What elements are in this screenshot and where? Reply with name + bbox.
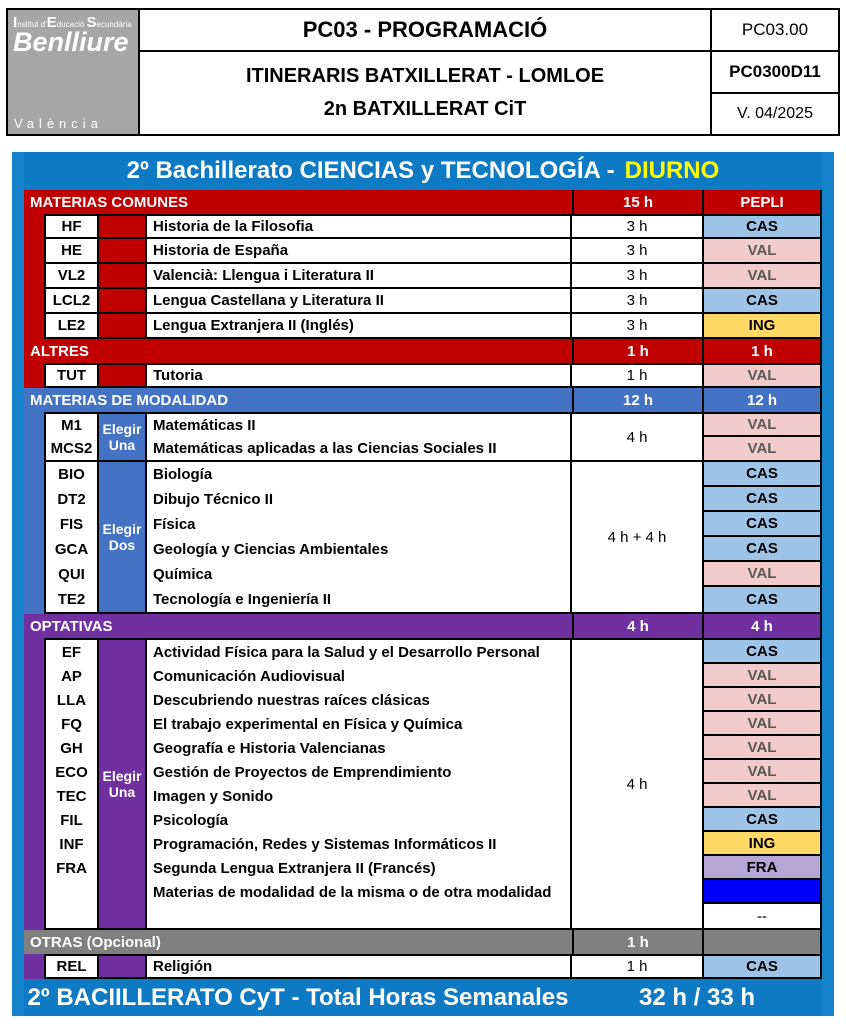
section-header-altres bbox=[24, 339, 822, 363]
choice-group-elegir-una bbox=[44, 412, 822, 462]
table-title-bar bbox=[24, 152, 822, 190]
subject-cell: Segunda Lengua Extranjera II (Francés) bbox=[153, 859, 436, 877]
pepli-cell: VAL bbox=[704, 363, 822, 388]
pepli-cell: VAL bbox=[704, 437, 820, 460]
subject-cell: Tutoria bbox=[147, 363, 572, 388]
code-cell: LE2 bbox=[44, 314, 99, 339]
code-cell: FIL bbox=[60, 811, 83, 829]
hours-cell: 4 h + 4 h bbox=[572, 462, 704, 612]
section-pepli-header: 4 h bbox=[704, 614, 822, 638]
section-pepli-header: PEPLI bbox=[704, 190, 822, 214]
subject-cell: Descubriendo nuestras raíces clásicas bbox=[153, 691, 430, 709]
elegir-word-1: Elegir bbox=[102, 421, 142, 437]
subject-cell: Actividad Física para la Salud y el Desarrollo Personal bbox=[153, 643, 540, 661]
subject-cell: Matemáticas aplicadas a las Ciencias Sociales II bbox=[153, 440, 497, 457]
subject-cell: Comunicación Audiovisual bbox=[153, 667, 345, 685]
code-cell: MCS2 bbox=[50, 440, 93, 457]
hours-cell: 4 h bbox=[572, 640, 704, 928]
pepli-cell: -- bbox=[704, 904, 820, 928]
header-row-1 bbox=[140, 8, 840, 52]
code-cell: M1 bbox=[61, 417, 82, 434]
elegir-cell bbox=[99, 239, 147, 264]
table-row bbox=[44, 289, 822, 314]
code-cell bbox=[46, 880, 97, 904]
group-pepli bbox=[704, 640, 822, 928]
table-row bbox=[44, 214, 822, 239]
group-subjects bbox=[147, 640, 572, 928]
code-cell: AP bbox=[61, 667, 82, 685]
pepli-cell: VAL bbox=[704, 664, 820, 688]
subject-cell bbox=[147, 904, 570, 928]
curriculum-table bbox=[12, 152, 834, 1016]
section-hours: 12 h bbox=[572, 388, 704, 412]
subject-cell: Materias de modalidad de la misma o de otra modalidad bbox=[153, 883, 552, 901]
document-header bbox=[6, 8, 840, 136]
elegir-word-1: Elegir bbox=[102, 768, 142, 784]
pepli-cell: VAL bbox=[704, 712, 820, 736]
subject-cell: Historia de la Filosofia bbox=[147, 214, 572, 239]
logo-letter-i: I bbox=[13, 14, 18, 31]
table-row bbox=[44, 264, 822, 289]
section-hours: 15 h bbox=[572, 190, 704, 214]
elegir-cell bbox=[99, 954, 147, 979]
code-cell: ECO bbox=[55, 763, 88, 781]
pepli-cell: CAS bbox=[704, 512, 820, 537]
code-cell: DT2 bbox=[57, 491, 86, 508]
subject-cell: Religión bbox=[147, 954, 572, 979]
header-codes bbox=[712, 52, 840, 136]
elegir-cell bbox=[99, 363, 147, 388]
table-row bbox=[44, 954, 822, 979]
section-header-comunes bbox=[24, 190, 822, 214]
table-row bbox=[44, 363, 822, 388]
section-body bbox=[44, 638, 822, 930]
section-label: ALTRES bbox=[30, 342, 89, 360]
code-cell: FQ bbox=[61, 715, 82, 733]
section-body bbox=[44, 214, 822, 339]
section-pepli-header: 1 h bbox=[704, 339, 822, 363]
choice-group-elegir-una-optativas bbox=[44, 638, 822, 930]
code-cell: BIO bbox=[58, 466, 85, 483]
subject-cell: Gestión de Proyectos de Emprendimiento bbox=[153, 763, 452, 781]
logo-school-name: Benlliure bbox=[13, 27, 129, 57]
section-optativas bbox=[24, 638, 822, 930]
hours-cell: 3 h bbox=[572, 214, 704, 239]
pepli-cell: CAS bbox=[704, 808, 820, 832]
header-main bbox=[140, 8, 840, 136]
pepli-cell: CAS bbox=[704, 487, 820, 512]
elegir-label bbox=[99, 414, 147, 460]
document-subtitle bbox=[140, 52, 712, 136]
pepli-cell: ING bbox=[704, 832, 820, 856]
code-cell: TUT bbox=[44, 363, 99, 388]
subject-cell: Programación, Redes y Sistemas Informáticos II bbox=[153, 835, 497, 853]
hours-cell: 3 h bbox=[572, 314, 704, 339]
section-body bbox=[44, 412, 822, 614]
logo-letter-s: S bbox=[86, 14, 97, 31]
group-subjects bbox=[147, 414, 572, 460]
code-cell: HE bbox=[44, 239, 99, 264]
logo-city: València bbox=[14, 116, 103, 131]
pepli-cell: VAL bbox=[704, 784, 820, 808]
subject-cell: Valencià: Llengua i Literatura II bbox=[147, 264, 572, 289]
section-modalidad bbox=[24, 412, 822, 614]
code-cell: LCL2 bbox=[44, 289, 99, 314]
section-header-otras bbox=[24, 930, 822, 954]
code-cell: TE2 bbox=[57, 591, 86, 608]
pepli-cell bbox=[704, 880, 820, 904]
logo-text-2: ducació bbox=[56, 20, 87, 29]
header-row-2 bbox=[140, 52, 840, 136]
pepli-cell: CAS bbox=[704, 289, 822, 314]
section-header-modalidad bbox=[24, 388, 822, 412]
section-hours: 4 h bbox=[572, 614, 704, 638]
section-strip bbox=[24, 638, 44, 930]
subject-cell: Tecnología e Ingeniería II bbox=[153, 591, 332, 608]
elegir-word-2: Una bbox=[108, 437, 136, 453]
subject-cell: Química bbox=[153, 566, 213, 583]
subtitle-line-1: ITINERARIS BATXILLERAT - LOMLOE bbox=[245, 65, 605, 88]
pepli-cell: VAL bbox=[704, 688, 820, 712]
section-strip bbox=[24, 214, 44, 339]
subject-cell: El trabajo experimental en Física y Química bbox=[153, 715, 463, 733]
subject-cell: Psicología bbox=[153, 811, 229, 829]
hours-cell: 4 h bbox=[572, 414, 704, 460]
section-pepli-header bbox=[704, 930, 822, 954]
group-pepli bbox=[704, 414, 822, 460]
code-cell: FIS bbox=[59, 516, 84, 533]
table-row bbox=[44, 314, 822, 339]
logo-text-1: nstitut d' bbox=[17, 20, 47, 29]
table-row bbox=[44, 239, 822, 264]
group-codes bbox=[44, 640, 99, 928]
elegir-word-2: Una bbox=[108, 784, 136, 800]
pepli-cell: CAS bbox=[704, 640, 820, 664]
hours-cell: 1 h bbox=[572, 363, 704, 388]
hours-cell: 3 h bbox=[572, 289, 704, 314]
page bbox=[0, 8, 846, 1016]
pepli-cell: VAL bbox=[704, 264, 822, 289]
pepli-cell: CAS bbox=[704, 214, 822, 239]
document-code: PC03.00 bbox=[712, 8, 840, 52]
elegir-word-2: Dos bbox=[108, 537, 136, 553]
group-pepli bbox=[704, 462, 822, 612]
subject-cell: Matemáticas II bbox=[153, 417, 256, 434]
elegir-cell bbox=[99, 289, 147, 314]
code-cell: LLA bbox=[56, 691, 87, 709]
code-cell: VL2 bbox=[44, 264, 99, 289]
pepli-cell: CAS bbox=[704, 954, 822, 979]
pepli-cell: VAL bbox=[704, 562, 820, 587]
code-cell: FRA bbox=[56, 859, 87, 877]
group-subjects bbox=[147, 462, 572, 612]
pepli-cell: VAL bbox=[704, 760, 820, 784]
code-cell: INF bbox=[59, 835, 84, 853]
school-logo bbox=[6, 8, 140, 136]
hours-cell: 1 h bbox=[572, 954, 704, 979]
hours-cell: 3 h bbox=[572, 264, 704, 289]
code-cell: QUI bbox=[58, 566, 85, 583]
code-cell: REL bbox=[44, 954, 99, 979]
logo-text-3: ecundària bbox=[96, 20, 132, 29]
section-strip bbox=[24, 412, 44, 614]
elegir-cell bbox=[99, 314, 147, 339]
section-header-optativas bbox=[24, 614, 822, 638]
subject-cell: Dibujo Técnico II bbox=[153, 491, 274, 508]
pepli-cell: VAL bbox=[704, 414, 820, 437]
section-hours: 1 h bbox=[572, 339, 704, 363]
document-title: PC03 - PROGRAMACIÓ bbox=[140, 8, 712, 52]
group-codes bbox=[44, 462, 99, 612]
subject-cell: Geología y Ciencias Ambientales bbox=[153, 541, 389, 558]
subject-cell: Historia de España bbox=[147, 239, 572, 264]
section-otras bbox=[24, 954, 822, 979]
logo-letter-e: E bbox=[46, 14, 57, 31]
table-title-shift: DIURNO bbox=[624, 157, 720, 184]
code-cell: EF bbox=[61, 643, 82, 661]
section-label: MATERIAS DE MODALIDAD bbox=[30, 391, 229, 409]
subject-cell: Geografía e Historia Valencianas bbox=[153, 739, 386, 757]
subject-cell: Lengua Castellana y Literatura II bbox=[147, 289, 572, 314]
code-cell: GH bbox=[60, 739, 83, 757]
section-body bbox=[44, 363, 822, 388]
code-cell: GCA bbox=[54, 541, 89, 558]
pepli-cell: CAS bbox=[704, 537, 820, 562]
section-body bbox=[44, 954, 822, 979]
footer-total-hours: 32 h / 33 h bbox=[638, 983, 756, 1011]
section-strip bbox=[24, 363, 44, 388]
section-label: OTRAS (Opcional) bbox=[30, 933, 161, 951]
document-version: V. 04/2025 bbox=[712, 94, 840, 136]
section-label: MATERIAS COMUNES bbox=[30, 193, 189, 211]
pepli-cell: VAL bbox=[704, 736, 820, 760]
code-cell bbox=[46, 904, 97, 928]
choice-group-elegir-dos bbox=[44, 462, 822, 614]
subject-cell: Lengua Extranjera II (Inglés) bbox=[147, 314, 572, 339]
subtitle-line-2: 2n BATXILLERAT CiT bbox=[323, 97, 527, 120]
pepli-cell: CAS bbox=[704, 462, 820, 487]
section-pepli-header: 12 h bbox=[704, 388, 822, 412]
document-doc-code: PC0300D11 bbox=[712, 52, 840, 94]
footer-label: 2º BACIILLERATO CyT - Total Horas Semanales bbox=[27, 983, 569, 1011]
code-cell: TEC bbox=[56, 787, 87, 805]
subject-cell: Imagen y Sonido bbox=[153, 787, 274, 805]
section-hours: 1 h bbox=[572, 930, 704, 954]
elegir-label bbox=[99, 462, 147, 612]
elegir-cell bbox=[99, 264, 147, 289]
elegir-word-1: Elegir bbox=[102, 521, 142, 537]
table-title: 2º Bachillerato CIENCIAS y TECNOLOGÍA - bbox=[126, 157, 615, 184]
table-footer-total bbox=[24, 979, 822, 1016]
subject-cell: Física bbox=[153, 516, 196, 533]
section-strip bbox=[24, 954, 44, 979]
pepli-cell: FRA bbox=[704, 856, 820, 880]
code-cell: HF bbox=[44, 214, 99, 239]
hours-cell: 3 h bbox=[572, 239, 704, 264]
section-comunes bbox=[24, 214, 822, 339]
pepli-cell: VAL bbox=[704, 239, 822, 264]
pepli-cell: CAS bbox=[704, 587, 820, 612]
group-codes bbox=[44, 414, 99, 460]
elegir-label bbox=[99, 640, 147, 928]
elegir-cell bbox=[99, 214, 147, 239]
section-label: OPTATIVAS bbox=[30, 617, 113, 635]
pepli-cell: ING bbox=[704, 314, 822, 339]
subject-cell: Biología bbox=[153, 466, 213, 483]
section-altres bbox=[24, 363, 822, 388]
